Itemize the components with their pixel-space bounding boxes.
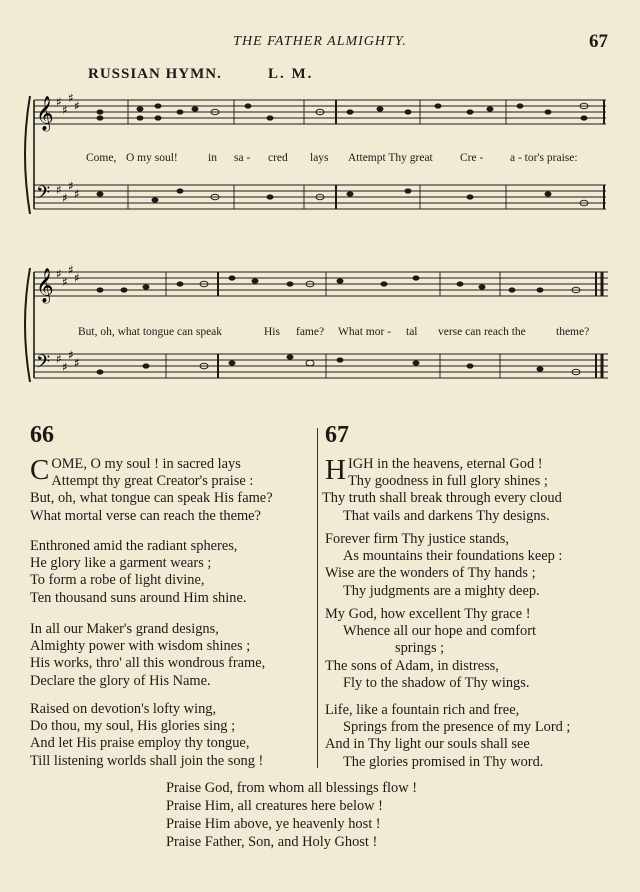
hymn-66-stanza-2: Enthroned amid the radiant spheres, He glory like a garment wears ; To form a robe of light divine, Ten thousand suns around Him shine. — [30, 538, 247, 606]
hymn-number-66: 66 — [30, 422, 54, 448]
svg-text:♯: ♯ — [56, 95, 62, 109]
svg-text:♯: ♯ — [74, 99, 80, 113]
lyric-word: sa - — [234, 152, 251, 164]
doxology-line: Praise Him above, ye heavenly host ! — [166, 816, 381, 832]
lyric-word: His — [264, 326, 280, 338]
doxology — [166, 779, 417, 851]
drop-cap: H — [325, 454, 346, 486]
svg-text:♯: ♯ — [74, 356, 80, 370]
music-system-2 — [0, 262, 640, 412]
svg-text:♯: ♯ — [74, 187, 80, 201]
hymn-67-stanza-2: Forever firm Thy justice stands, As mountains their foundations keep : Wise are the wonders of Thy hands ; Thy judgments are a mighty deep. — [325, 531, 563, 599]
lyric-word: lays — [310, 152, 329, 164]
svg-text:♯: ♯ — [68, 263, 74, 277]
svg-text:♯: ♯ — [62, 275, 68, 289]
page-header-title: THE FATHER ALMIGHTY. — [233, 34, 407, 49]
doxology-line: Praise God, from whom all blessings flow ! — [166, 780, 418, 796]
lyric-word: But, oh, what tongue can speak — [78, 326, 223, 338]
svg-text:♯: ♯ — [68, 348, 74, 362]
svg-text:♯: ♯ — [62, 103, 68, 117]
svg-text:𝄢: 𝄢 — [36, 352, 51, 377]
lyric-word: Cre - — [460, 152, 484, 164]
music-notation-1 — [0, 90, 640, 250]
lyric-word: theme? — [556, 326, 590, 338]
tune-meter: L. M. — [268, 66, 314, 82]
hymn-number-67: 67 — [325, 422, 349, 448]
drop-cap: C — [30, 454, 50, 486]
doxology-line: Praise Him, all creatures here below ! — [166, 798, 383, 814]
doxology-line: Praise Father, Son, and Holy Ghost ! — [166, 834, 378, 850]
column-divider — [317, 428, 318, 768]
hymn-66-stanza-3: In all our Maker's grand designs, Almighty power with wisdom shines ; His works, thro' all this wondrous frame, Declare the glory of His Name. — [30, 621, 266, 689]
lyric-word: verse can reach the — [438, 326, 526, 338]
svg-text:♯: ♯ — [68, 179, 74, 193]
hymn-67-stanza-3: My God, how excellent Thy grace ! Whence all our hope and comfort springs ; The sons of Adam, in distress, Fly to the shadow of Thy wings. — [325, 606, 536, 691]
page-number: 67 — [589, 31, 608, 52]
svg-text:♯: ♯ — [62, 360, 68, 374]
lyric-word: Come, — [86, 152, 117, 164]
lyric-word: O my soul! — [126, 152, 178, 164]
svg-text:𝄢: 𝄢 — [36, 183, 51, 208]
lyric-word: Attempt Thy great — [348, 152, 433, 164]
lyric-word: tal — [406, 326, 418, 338]
svg-text:♯: ♯ — [74, 271, 80, 285]
hymn-67-stanza-1: HIGH in the heavens, eternal God ! Thy goodness in full glory shines ; Thy truth shall break through every cloud That vails and darkens Thy designs. — [322, 454, 562, 524]
lyric-word: fame? — [296, 326, 325, 338]
svg-text:♯: ♯ — [62, 191, 68, 205]
hymn-67-stanza-4: Life, like a fountain rich and free, Springs from the presence of my Lord ; And in Thy light our souls shall see The glories promised in Thy word. — [325, 702, 571, 770]
lyric-word: cred — [268, 152, 288, 164]
lyric-word: What mor - — [338, 326, 392, 338]
tune-name: RUSSIAN HYMN. — [88, 66, 222, 82]
hymn-66-stanza-1: COME, O my soul ! in sacred lays Attempt thy great Creator's praise : But, oh, what tongue can speak His fame? What mortal verse can reach the theme? — [30, 454, 273, 524]
hymn-66-stanza-4: Raised on devotion's lofty wing, Do thou, my soul, His glories sing ; And let His praise employ thy tongue, Till listening worlds shall join the song ! — [30, 701, 264, 769]
svg-text:♯: ♯ — [56, 352, 62, 366]
svg-text:𝄞: 𝄞 — [36, 268, 54, 303]
svg-text:♯: ♯ — [56, 183, 62, 197]
lyric-word: a - tor's praise: — [510, 152, 578, 164]
svg-text:♯: ♯ — [56, 267, 62, 281]
svg-text:♯: ♯ — [68, 91, 74, 105]
music-system-1 — [0, 90, 640, 250]
svg-text:𝄞: 𝄞 — [36, 96, 54, 131]
lyric-word: in — [208, 152, 217, 164]
